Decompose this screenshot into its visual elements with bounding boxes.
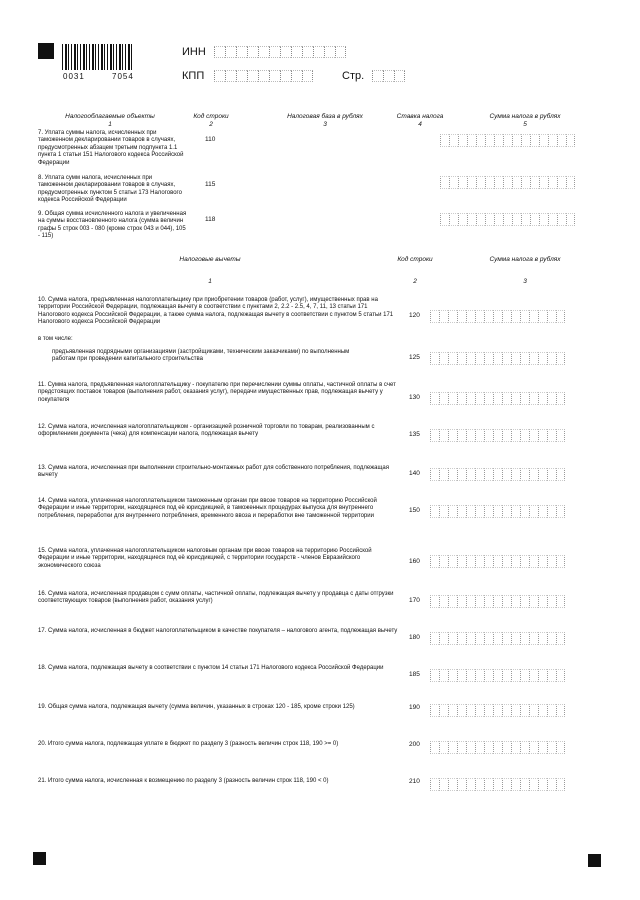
table1-row-115-text: 8. Уплата сумм налога, исчисленных при таможенном декларировании товаров в случаях, предусмотренных пунктом 5 статьи 173 Налогового кодекса Российской Федерации	[38, 175, 182, 204]
table2-row-120-code: 120	[409, 312, 420, 319]
table2-row-185-text: 18. Сумма налога, подлежащая вычету в соответствии с пунктом 14 статьи 171 Налогового кодекса Российской Федерации	[38, 665, 384, 671]
table2-col-code-num: 2	[413, 278, 417, 285]
table2-row-180-sum-field[interactable]	[430, 632, 565, 645]
barcode-number-right: 7054	[112, 72, 134, 81]
table2-row-170-text: 16. Сумма налога, исчисленная продавцом с сумм оплаты, частичной оплаты, подлежащая вычету у продавца с даты отгрузки соответствующих товаров (выполнения работ, оказания услуг)	[38, 591, 394, 605]
kpp-field[interactable]	[214, 70, 313, 82]
table1-row-118-code: 118	[205, 216, 216, 223]
table2-row-140-sum-field[interactable]	[430, 468, 565, 481]
table2-row-150-sum-field[interactable]	[430, 505, 565, 518]
table2-row-180-code: 180	[409, 634, 420, 641]
table2-row-160-code: 160	[409, 558, 420, 565]
table2-row-150-code: 150	[409, 507, 420, 514]
table1-col-base-num: 3	[323, 121, 327, 128]
table2-col-code: Код строки	[397, 256, 433, 263]
kpp-label: КПП	[182, 70, 205, 82]
table1-row-110-text: 7. Уплата суммы налога, исчисленных при таможенном декларировании товаров в случаях, предусмотренных абзацем третьим подпункта 1.1 пункта 1 статьи 151 Налогового кодекса Российской Федерации	[38, 130, 184, 166]
table2-row-160-text: 15. Сумма налога, уплаченная налогоплательщиком налоговым органам при ввозе товаров на территорию Российской Федерации и иные территории, находящиеся под её юрисдикцией, с территории государств - членов Евразийского экономического союза	[38, 548, 372, 569]
table1-row-115-sum-field[interactable]	[440, 176, 575, 189]
table2-row-185-sum-field[interactable]	[430, 669, 565, 682]
corner-marker-bottom-right	[588, 854, 601, 867]
inn-label: ИНН	[182, 46, 206, 58]
table1-col-code-num: 2	[209, 121, 213, 128]
table2-row-170-code: 170	[409, 597, 420, 604]
table2-row-190-code: 190	[409, 704, 420, 711]
table2-row-210-sum-field[interactable]	[430, 778, 565, 791]
table1-col-sum: Сумма налога в рублях	[489, 113, 561, 120]
table2-row-135-sum-field[interactable]	[430, 429, 565, 442]
table1-row-110-code: 110	[205, 136, 216, 143]
table2-row-200-code: 200	[409, 741, 420, 748]
table2-row-140-code: 140	[409, 470, 420, 477]
table2-row-140-text: 13. Сумма налога, исчисленная при выполнении строительно-монтажных работ для собственного потребления, подлежащая вычету	[38, 465, 389, 479]
barcode-number-left: 0031	[63, 72, 85, 81]
table2-row-130-text: 11. Сумма налога, предъявленная налогоплательщику - покупателю при перечислении суммы оплаты, частичной оплаты в счет предстоящих поставок товаров (выполнения работ, оказания услуг), передачи имущественных прав, подлежащая вычету у покупателя	[38, 382, 396, 403]
table2-row-150-text: 14. Сумма налога, уплаченная налогоплательщиком таможенным органам при ввозе товаров на территорию Российской Федерации и иные территории, находящиеся под её юрисдикцией, в таможенных процедурах выпуска для внутреннего потребления, переработки для внутреннего потребления, временного ввоза и переработки вне таможенной территории	[38, 498, 377, 519]
table1-row-115-code: 115	[205, 181, 216, 188]
table2-row-120-text: 10. Сумма налога, предъявленная налогоплательщику при приобретении товаров (работ, услуг), имущественных прав на территории Российской Федерации, подлежащая вычету в соответствии с пунктами 2, 2.2 - 2.5, 4, 7, 11, 13 статьи 171 Налогового кодекса Российской Федерации, а также сумма налога, подлежащая вычету в соответствии с пунктом 5 статьи 171 Налогового кодекса Российской Федерации	[38, 297, 394, 326]
table2-row-130-sum-field[interactable]	[430, 392, 565, 405]
table2-row-135-code: 135	[409, 431, 420, 438]
table2-row-200-sum-field[interactable]	[430, 741, 565, 754]
corner-marker-bottom-left	[33, 852, 46, 865]
table2-col-sum: Сумма налога в рублях	[489, 256, 561, 263]
page-label: Стр.	[342, 70, 365, 82]
table2-row-180-text: 17. Сумма налога, исчисленная в бюджет налогоплательщиком в качестве покупателя – налогового агента, подлежащая вычету	[38, 628, 398, 634]
inn-field[interactable]	[214, 46, 346, 58]
table2-row-120-sum-field[interactable]	[430, 310, 565, 323]
table1-col-objects: Налогооблагаемые объекты	[65, 113, 155, 120]
table1-col-sum-num: 5	[523, 121, 527, 128]
table2-col-deductions: Налоговые вычеты	[179, 256, 241, 263]
corner-marker-top-left	[38, 43, 54, 59]
table2-row-210-text: 21. Итого сумма налога, исчисленная к возмещению по разделу 3 (разность величин строк 118, 190 < 0)	[38, 778, 329, 784]
table2-row-125-text: предъявленная подрядными организациями (застройщиками, техническим заказчиками) по выполненным работам при проведении капитального строительства	[52, 349, 350, 363]
table2-row-210-code: 210	[409, 778, 420, 785]
table2-row-190-sum-field[interactable]	[430, 704, 565, 717]
table2-row-135-text: 12. Сумма налога, исчисленная налогоплательщиком - организацией розничной торговли по товарам, реализованным с оформлением документа (чека) для компенсации налога, подлежащая вычету	[38, 424, 375, 438]
table1-col-code: Код строки	[193, 113, 229, 120]
table1-row-118-sum-field[interactable]	[440, 213, 575, 226]
table2-row-130-code: 130	[409, 394, 420, 401]
page-field[interactable]	[372, 70, 405, 82]
barcode	[62, 44, 134, 70]
table1-col-objects-num: 1	[108, 121, 112, 128]
table2-row-200-text: 20. Итого сумма налога, подлежащая уплате в бюджет по разделу 3 (разность величин строк 118, 190 >= 0)	[38, 741, 339, 747]
table2-row-190-text: 19. Общая сумма налога, подлежащая вычету (сумма величин, указанных в строках 120 - 185, кроме строки 125)	[38, 704, 355, 710]
table2-row-125-sum-field[interactable]	[430, 352, 565, 365]
table2-col-deductions-num: 1	[208, 278, 212, 285]
table1-row-110-sum-field[interactable]	[440, 134, 575, 147]
table2-col-sum-num: 3	[523, 278, 527, 285]
table1-col-base: Налоговая база в рублях	[287, 113, 363, 120]
table2-row-170-sum-field[interactable]	[430, 595, 565, 608]
table2-row-160-sum-field[interactable]	[430, 555, 565, 568]
in-that-number-label: в том числе:	[38, 336, 73, 342]
table1-col-rate: Ставка налога	[396, 113, 444, 120]
table2-row-125-code: 125	[409, 354, 420, 361]
table2-row-185-code: 185	[409, 671, 420, 678]
table1-col-rate-num: 4	[418, 121, 422, 128]
table1-row-118-text: 9. Общая сумма исчисленного налога и увеличенная на суммы восстановленного налога (сумма величин графы 5 строк 003 - 080 (кроме строк 043 и 044), 105 - 115)	[38, 211, 187, 240]
